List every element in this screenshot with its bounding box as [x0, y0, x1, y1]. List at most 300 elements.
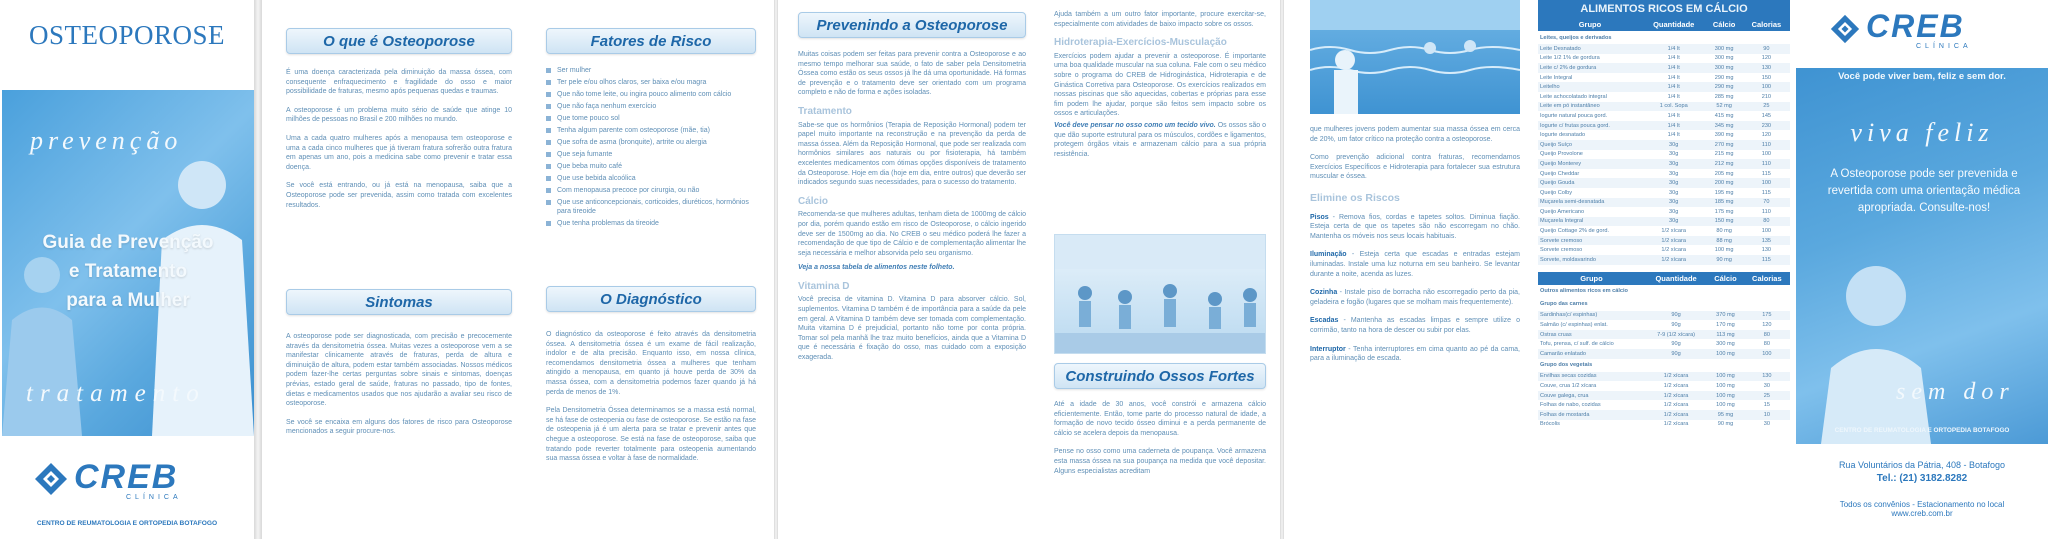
table-cell: Iogurte natural pouca gord. — [1540, 112, 1608, 119]
table-cell: Sorvete cremoso — [1538, 236, 1642, 246]
risk-text: - Esteja certa que escadas e entradas estejam iluminadas. Instale uma luz noturna em seu banheiro. Se levantar durante a noite, acenda as luzes. — [1310, 251, 1520, 278]
riscos-intro: que mulheres jovens podem aumentar sua massa óssea em cerca de 20%, um fator crítico na proteção contra a osteoporose. — [1310, 126, 1520, 143]
table-cell: 1/4 lt — [1667, 132, 1680, 139]
table-cell: 110 — [1743, 140, 1790, 150]
front-logo-sub: CLÍNICA — [126, 494, 182, 501]
table-cell: Queijo Provolone — [1540, 151, 1583, 158]
table-cell: 210 — [1761, 93, 1772, 100]
table-cell: 113 mg — [1707, 330, 1743, 340]
table-row — [1538, 73, 1790, 83]
table-row — [1538, 311, 1790, 321]
pool-photo — [1310, 0, 1520, 114]
table-cell: 135 — [1743, 236, 1790, 246]
table-row — [1538, 330, 1790, 340]
risk-item-interruptor — [1310, 345, 1520, 364]
table-cell: 30g — [1642, 178, 1706, 188]
table-cell: 290 mg — [1706, 82, 1743, 92]
vitamina-d-text: Você precisa de vitamina D. Vitamina D para absorver cálcio. Sol, suplementos. Vitamina D também é de importância para a saúde da pele em geral. A Vitamina D também deve ser tomada com complementação. Muita vitamina D é prejudicial, portanto não tome por conta própria. Tomar sol pela manhã lhe traz muito benefícios, ainda que a Vitamina D que é necessária é fixação do osso, mas cuidado com a exposição exagerada. — [798, 296, 1026, 362]
table-cell: 80 — [1743, 217, 1790, 227]
table-cell: 30g — [1642, 198, 1706, 208]
tecido-vivo-highlight: Você deve pensar no osso como um tecido vivo. — [1054, 121, 1216, 129]
table-row — [1538, 121, 1790, 131]
fator-item: Ter pele e/ou olhos claros, ser baixa e/ou magra — [546, 78, 756, 87]
table-cell: 300 mg — [1706, 63, 1743, 73]
table-cell: 285 mg — [1714, 93, 1734, 100]
table-cell: 1/4 lt — [1667, 55, 1680, 62]
table-cell: Ostras cruas — [1538, 330, 1645, 340]
sintomas-paragraph-1: A osteoporose pode ser diagnosticada, com precisão e precocemente através da densitometria óssea. Muitas vezes a osteoporose vem a se manifestar clinicamente através de fraturas, perda de altura e diminuição de altura, podem estar também associadas. Nossos médicos podem fazer-lhe certas perguntas sobre sinais e sintomas, doenças prévias, estado geral de saúde, fraturas no passado, tipo de fontes, dietas e medicamentos usados que nos ajudarão a avaliar seu risco de osteoporose. — [286, 333, 512, 408]
table-cell: 100 mg — [1707, 372, 1743, 382]
table-row — [1538, 44, 1790, 54]
subheading-elimine-riscos: Elimine os Riscos — [1310, 191, 1400, 204]
table-cell: 1/4 lt — [1642, 63, 1706, 73]
table-cell: 1/2 xícara — [1663, 402, 1689, 409]
fator-item: Tenha algum parente com osteoporose (mãe, tia) — [546, 126, 756, 135]
risk-text: - Remova fios, cordas e tapetes soltos. Diminua fiação. Esteja certa de que os tapetes são não escorregam no chão. Mantenha os móveis nos seus locais habituais. — [1310, 213, 1520, 240]
panel-calcium-table — [1534, 0, 1796, 539]
table-cell: 100 mg — [1707, 349, 1743, 359]
column-header: Calorias — [1744, 272, 1790, 285]
diagnostico-paragraph-1: O diagnóstico da osteoporose é feito através da densitometria óssea. A densitometria óssea é um exame de fácil realização, indolor e de alta precisão. Enquanto isso, em nossa clínica, recomendamos densitometria óssea a mulheres que tenham atingido a menopausa, em quanto já houve perda de 30% da massa óssea, com a densitometria podemos fazer quando já há perda de menos de 1%. — [546, 331, 756, 396]
table-row — [1538, 169, 1790, 179]
risk-item-pisos — [1310, 213, 1520, 242]
table-cell: Queijo Monterey — [1538, 159, 1642, 169]
table-cell: 100 mg — [1707, 391, 1743, 401]
table-cell: 100 — [1743, 178, 1790, 188]
riscos-body — [1310, 125, 1520, 373]
back-phone: Tel.: (21) 3182.8282 — [1876, 473, 1968, 484]
risk-text: - Mantenha as escadas limpas e sempre utilize o corrimão, tanto na hora de descer ou subir por elas. — [1310, 317, 1520, 334]
table-row — [1538, 198, 1790, 208]
front-logo-name: CREB — [74, 458, 179, 496]
table-cell: Folhas de nabo, cozidas — [1540, 402, 1601, 409]
front-guide-title — [2, 228, 254, 315]
table-title: ALIMENTOS RICOS EM CÁLCIO — [1538, 0, 1790, 18]
table-row — [1538, 159, 1790, 169]
table-cell: Ervilhas secas cozidas — [1538, 372, 1645, 382]
column-header: Quantidade — [1645, 272, 1707, 285]
table-cell: Leite em pó instantâneo — [1538, 102, 1642, 112]
o-que-e-paragraph-3: Uma a cada quatro mulheres após a menopausa tem osteoporose e uma a cada cinco mulheres que já tiveram fratura sofrerão outra fratura em apenas um ano, pois a medicina sabe como prevenir e tratar essa doença. — [286, 134, 512, 171]
fator-item: Que tome pouco sol — [546, 114, 756, 123]
fatores-list — [546, 66, 756, 228]
table-cell: 30g — [1669, 208, 1679, 215]
table-row — [1538, 188, 1790, 198]
group-label: Outros alimentos ricos em cálcio — [1540, 288, 1628, 295]
table-row — [1538, 245, 1790, 255]
risk-item-cozinha — [1310, 288, 1520, 307]
table-cell: 205 mg — [1714, 170, 1734, 177]
table-row — [1538, 207, 1790, 217]
tabela-note: Veja a nossa tabela de alimentos neste folheto. — [798, 264, 955, 272]
table-group-row — [1538, 285, 1790, 298]
fator-item: Que use bebida alcoólica — [546, 174, 756, 183]
table-cell: 1/4 lt — [1667, 74, 1680, 81]
table-cell: 30g — [1669, 189, 1679, 196]
table-cell: Couve, crua 1/2 xícara — [1540, 383, 1597, 390]
table-cell: 175 — [1744, 311, 1790, 321]
table-cell: 415 mg — [1714, 112, 1734, 119]
panel-prevenindo — [778, 0, 1040, 539]
table-cell: 90g — [1645, 349, 1707, 359]
sintomas-body — [286, 332, 512, 446]
table-cell: 270 mg — [1706, 140, 1743, 150]
table-cell: 90 mg — [1717, 421, 1734, 428]
tecido-vivo-rest: Os ossos são o que dão suporte estrutural para os músculos, cordões e ligamentos, protegem órgãos vitais e armazenam cálcio para a sua própria resistência. — [1054, 121, 1266, 158]
table-row — [1538, 372, 1790, 382]
table-cell: Folhas de mostarda — [1538, 410, 1645, 420]
calcium-table-2 — [1538, 272, 1790, 430]
table-group-row — [1538, 298, 1790, 311]
hidroterapia-text: Exercícios podem ajudar a prevenir a osteoporose. É importante uma boa qualidade muscular na sua coluna. Fale com o seu médico sobre o programa do CREB de Hidroginástica, Hidroterapia e de Ginástica Corretiva para Osteoporose. Os exercícios realizados em nossas piscinas que são aquecidas, cobertas e próprias para esse fim podem lhe ajudar, porque são feitos sem impacto sobre os ossos e articulações. — [1054, 52, 1266, 118]
heading-prevenindo: Prevenindo a Osteoporose — [798, 12, 1026, 38]
back-center-name: CENTRO DE REUMATOLOGIA E ORTOPEDIA BOTAFOGO — [1834, 427, 2010, 434]
table-cell: 30g — [1669, 170, 1679, 177]
table-row — [1538, 102, 1790, 112]
table-cell: 30 — [1763, 421, 1770, 428]
risk-text: - Tenha interruptores em cima quanto ao pé da cama, para a iluminação de escada. — [1310, 345, 1520, 363]
column-header: Cálcio — [1707, 272, 1743, 285]
table-row — [1538, 82, 1790, 92]
table-cell: 300 mg — [1714, 55, 1734, 62]
risk-text: - Instale piso de borracha não escorregadio perto da pia, geladeira e fogão (lugares que se molham mais frequentemente). — [1310, 289, 1520, 306]
hidro-top-text: Ajuda também a um outro fator importante, procure exercitar-se, especialmente com atividades de baixo impacto sobre os ossos. — [1054, 11, 1266, 28]
table-row — [1538, 54, 1790, 64]
table-cell: 115 — [1743, 255, 1790, 265]
o-que-e-body — [286, 68, 512, 210]
table-cell: 90g — [1671, 322, 1681, 329]
back-logo-sub: CLÍNICA — [1916, 43, 1972, 50]
table-cell: 215 mg — [1714, 151, 1734, 158]
table-row — [1538, 111, 1790, 121]
table-row — [1538, 400, 1790, 410]
table-cell: 130 — [1761, 247, 1772, 254]
heading-o-que-e: O que é Osteoporose — [286, 28, 512, 54]
table-cell: 100 mg — [1716, 383, 1735, 390]
table-cell: 1/2 xícara — [1663, 421, 1689, 428]
prevenindo-intro: Muitas coisas podem ser feitas para prevenir contra a Osteoporose e ao mesmo tempo melhorar sua saúde, o fato de saber pela Densitometria Óssea como estão os seus ossos já lhe dá uma oportunidade. Há formas de prevenção e o tratamento deve ser orientado com um programa completo e não de forma e ações isoladas. — [798, 51, 1026, 97]
hydrotherapy-pool-figures — [1310, 0, 1520, 114]
table-cell: 1/2 xícara — [1642, 236, 1706, 246]
table-cell: 1/2 xícara — [1661, 228, 1686, 235]
o-que-e-paragraph-4: Se você está entrando, ou já está na menopausa, saiba que a Osteoporose pode ser prevenida, assim como tratada com excelentes resultados. — [286, 182, 512, 209]
table-cell: 80 — [1763, 341, 1770, 348]
fator-item: Que não tome leite, ou ingira pouco alimento com cálcio — [546, 90, 756, 99]
table-row — [1538, 63, 1790, 73]
back-cover-photo — [1796, 68, 2048, 444]
table-cell: 80 mg — [1716, 228, 1732, 235]
risk-label: Pisos — [1310, 213, 1329, 221]
fator-item: Que não faça nenhum exercício — [546, 102, 756, 111]
column-header: Quantidade — [1642, 18, 1706, 31]
table-cell: 170 mg — [1716, 322, 1735, 329]
risk-label: Cozinha — [1310, 289, 1338, 297]
column-header: Calorias — [1743, 18, 1790, 31]
panel-o-que-e — [262, 0, 530, 539]
table-row — [1538, 140, 1790, 150]
table-cell: Couve galega, crua — [1538, 391, 1645, 401]
table-cell: 1/2 xícara — [1642, 255, 1706, 265]
table-cell: 130 — [1743, 63, 1790, 73]
fold-gap-1 — [254, 0, 262, 539]
table-cell: Sorvete cremoso — [1540, 247, 1583, 254]
table-cell: 120 — [1761, 55, 1772, 62]
subheading-calcio: Cálcio — [798, 195, 829, 207]
front-logo — [34, 458, 234, 504]
table-cell: 1/2 xícara — [1663, 383, 1689, 390]
front-guide-line-3: para a Mulher — [66, 290, 190, 311]
table-cell: 150 — [1761, 74, 1772, 81]
group-label: Leites, queijos e derivados — [1540, 34, 1612, 41]
table-group-row — [1538, 31, 1790, 44]
fator-item: Ser mulher — [546, 66, 756, 75]
tratamento-text: Sabe-se que os hormônios (Terapia de Reposição Hormonal) podem ter papel muito importante na reconstrução e na prevenção da perda de massa óssea. Além da Reposição Hormonal, que pode ser realizada com hormônios similares aos naturais ou por fisioterapia, há também excelentes medicamentos com ótimas opções disponíveis de tratamento da Osteoporose. Hoje em dia (hoje em dia, entre outros) que deverão ser indicados segundo suas necessidades, para o sucesso do tratamento. — [798, 121, 1027, 187]
risk-item-iluminacao — [1310, 250, 1520, 279]
heading-fatores-de-risco: Fatores de Risco — [546, 28, 756, 54]
table-cell: 30g — [1642, 159, 1706, 169]
table-cell: 212 mg — [1706, 159, 1743, 169]
fator-item: Com menopausa precoce por cirurgia, ou não — [546, 186, 756, 195]
table-row — [1538, 130, 1790, 140]
table-cell: 120 — [1761, 132, 1772, 139]
creb-diamond-icon — [34, 462, 68, 496]
table-cell: 90g — [1671, 341, 1681, 348]
table-cell: 290 mg — [1714, 74, 1734, 81]
table-cell: 110 — [1743, 159, 1790, 169]
heading-construindo-ossos: Construindo Ossos Fortes — [1054, 363, 1266, 389]
table-cell: Iogurte c/ frutas pouca gord. — [1538, 121, 1642, 131]
table-cell: 1/4 lt — [1642, 82, 1706, 92]
table-cell: 370 mg — [1707, 311, 1743, 321]
back-website[interactable]: www.creb.com.br — [1891, 509, 1953, 518]
table-cell: 200 mg — [1706, 178, 1743, 188]
table-cell: 80 — [1744, 330, 1790, 340]
table-cell: Sorvete, moldavarindo — [1538, 255, 1642, 265]
subheading-vitamina-d: Vitamina D — [798, 280, 850, 292]
table-cell: 230 — [1743, 121, 1790, 131]
table-header-row — [1538, 272, 1790, 285]
back-address: Rua Voluntários da Pátria, 408 - Botafogo — [1838, 460, 2006, 470]
table-cell: 30g — [1642, 217, 1706, 227]
heading-sintomas: Sintomas — [286, 289, 512, 315]
table-row — [1538, 92, 1790, 102]
table-cell: 150 mg — [1706, 217, 1743, 227]
table-row — [1538, 410, 1790, 420]
front-cover-photo — [2, 90, 254, 436]
prevenindo-body — [798, 50, 1026, 363]
table-row — [1538, 217, 1790, 227]
table-cell: Leitelho — [1538, 82, 1642, 92]
table-cell: 100 — [1743, 82, 1790, 92]
table-cell: 100 — [1761, 151, 1772, 158]
table-cell: 1/4 lt — [1667, 93, 1680, 100]
tecido-vivo-text — [1054, 121, 1266, 159]
table-cell: Tofu, prensa, c/ sulf. de cálcio — [1540, 341, 1614, 348]
table-cell: 95 mg — [1707, 410, 1743, 420]
table-cell: Brócolis — [1540, 421, 1560, 428]
front-guide-line-2: e Tratamento — [68, 261, 188, 282]
table-cell: 15 — [1763, 402, 1770, 409]
table-cell: 390 mg — [1714, 132, 1734, 139]
table-cell: Leite Desnatado — [1538, 44, 1642, 54]
table-cell: 88 mg — [1706, 236, 1743, 246]
table-cell: Salmão (c/ espinhas) enlat. — [1540, 322, 1608, 329]
back-logo-name: CREB — [1866, 8, 1965, 44]
table-cell: 25 — [1743, 102, 1790, 112]
o-que-e-paragraph-1: É uma doença caracterizada pela diminuição da massa óssea, com consequente enfraquecimento e fragilidade do osso e maior possibilidade de fraturas, mesmo após pequenas quedas e traumas. — [286, 69, 512, 96]
table-cell: 1/2 xícara — [1645, 410, 1707, 420]
back-word-sem-dor: sem dor — [1896, 379, 2015, 405]
table-cell: 90 — [1743, 44, 1790, 54]
calcio-text: Recomenda-se que mulheres adultas, tenham dieta de 1000mg de cálcio por dia, porém quando estão em risco de Osteoporose, o cálcio ingerido deve ser de 1500mg ao dia. No CREB o seu médico poderá lhe fazer a recomendação de que tipo de Cálcio e de complementação alimentar lhe seja necessária e melhor absorvida pelo seu organismo. — [798, 211, 1026, 257]
panel-fatores-de-risco — [530, 0, 774, 539]
table-row — [1538, 226, 1790, 236]
table-cell: 100 — [1744, 349, 1790, 359]
group-label: Grupo das carnes — [1540, 301, 1588, 308]
table-cell: Queijo Suíço — [1538, 140, 1642, 150]
front-guide-line-1: Guia de Prevenção — [42, 232, 214, 253]
table-group-row — [1538, 359, 1790, 372]
table-cell: Queijo Americano — [1540, 208, 1585, 215]
front-cover-panel — [0, 0, 254, 539]
heading-diagnostico: O Diagnóstico — [546, 286, 756, 312]
table-row — [1538, 255, 1790, 265]
table-cell: Camarão enlatado — [1538, 349, 1645, 359]
table-cell: 100 — [1761, 228, 1772, 235]
table-cell: Leite c/ 2% de gordura — [1538, 63, 1642, 73]
table-cell: Queijo Cottage 2% de gord. — [1540, 228, 1610, 235]
subheading-tratamento: Tratamento — [798, 105, 852, 117]
table-cell: 100 mg — [1714, 247, 1734, 254]
back-contact-block — [1796, 460, 2048, 518]
table-cell: Muçarela semi-desnatada — [1538, 198, 1642, 208]
diagnostico-body — [546, 330, 756, 473]
table-cell: 25 — [1744, 391, 1790, 401]
table-cell: 120 — [1762, 322, 1772, 329]
table-row — [1538, 178, 1790, 188]
table-cell: Queijo Gouda — [1538, 178, 1642, 188]
hidro-body — [1054, 10, 1266, 159]
column-header: Cálcio — [1706, 18, 1743, 31]
table-cell: 1/2 xícara — [1661, 247, 1686, 254]
table-cell: 110 — [1761, 208, 1771, 215]
diagnostico-paragraph-2: Pela Densitometria Óssea determinamos se a massa está normal, se há fase de osteopenia ou fase de osteoporose. Se estão na fase de osteopenia já é um alerta para se tratar e prevenir antes que chegue a osteoporose. Se está na fase de osteoporose, saiba que tratando pode reverter totalmente para osteopenia aumentando sua massa óssea e voltar à fase de normalidade. — [546, 407, 756, 463]
risk-label: Interruptor — [1310, 345, 1346, 353]
table-cell: 300 mg — [1706, 44, 1743, 54]
back-cover-panel — [1796, 0, 2048, 539]
table-cell: 52 mg — [1706, 102, 1743, 112]
ossos-paragraph-1: Até a idade de 30 anos, você constrói e armazena cálcio eficientemente. Então, tome parte do processo natural de idade, a formação de novo tecido ósseo diminui e a perda permanente de cálcio se acelera depois da menopausa. — [1054, 401, 1266, 437]
panel-hidroterapia — [1040, 0, 1280, 539]
fator-item: Que tenha problemas da tireoide — [546, 219, 756, 228]
table-cell: Leite Integral — [1540, 74, 1573, 81]
table-row — [1538, 381, 1790, 391]
risk-item-escadas — [1310, 316, 1520, 335]
table-row — [1538, 391, 1790, 401]
table-cell: 70 — [1743, 198, 1790, 208]
gym-class-photo — [1054, 234, 1266, 354]
o-que-e-paragraph-2: A osteoporose é um problema muito sério de saúde que atinge 10 milhões de pessoas no Brasil e 200 milhões no mundo. — [286, 106, 512, 124]
ossos-paragraph-2: Pense no osso como uma caderneta de poupança. Você armazena esta massa óssea na sua poupança na medida que você depositar. Alguns especialistas acreditam — [1054, 448, 1266, 475]
table-row — [1538, 236, 1790, 246]
table-header-row — [1538, 18, 1790, 31]
table-cell: Queijo Colby — [1540, 189, 1573, 196]
calcium-table-1 — [1538, 18, 1790, 265]
table-cell: 185 mg — [1706, 198, 1743, 208]
subheading-hidroterapia: Hidroterapia-Exercícios-Musculação — [1054, 37, 1227, 49]
table-cell: 30g — [1642, 140, 1706, 150]
table-row — [1538, 339, 1790, 349]
column-header: Grupo — [1538, 272, 1645, 285]
table-cell: 300 mg — [1716, 341, 1735, 348]
table-cell: 115 — [1761, 170, 1771, 177]
riscos-intro-2: Como prevenção adicional contra fraturas, recomendamos Exercícios Específicos e Hidroterapia para fortalecer sua estrutura muscular e óssea. — [1310, 154, 1520, 181]
table-cell: Queijo Cheddar — [1540, 170, 1580, 177]
panel-elimine-riscos — [1284, 0, 1534, 539]
front-cover-title: OSTEOPOROSE — [28, 20, 226, 50]
table-cell: 115 — [1761, 189, 1771, 196]
back-word-viva-feliz: viva feliz — [1850, 118, 1994, 147]
table-row — [1538, 420, 1790, 430]
column-header: Grupo — [1538, 18, 1642, 31]
table-cell: 130 — [1744, 372, 1790, 382]
table-cell: 1 col. Sopa — [1642, 102, 1706, 112]
risk-label: Escadas — [1310, 317, 1339, 325]
table-cell: Muçarela Integral — [1538, 217, 1642, 227]
fator-item: Que beba muito café — [546, 162, 756, 171]
ossos-body — [1054, 400, 1266, 485]
sintomas-paragraph-2: Se você se encaixa em alguns dos fatores de risco para Osteoporose mencionados a seguir procure-nos. — [286, 418, 512, 436]
table-cell: 1/2 xícara — [1645, 372, 1707, 382]
table-cell: 195 mg — [1714, 189, 1734, 196]
back-message: A Osteoporose pode ser prevenida e revertida com uma orientação médica apropriada. Consulte-nos! — [1827, 168, 2021, 214]
table-cell: 90 mg — [1706, 255, 1743, 265]
table-cell: Iogurte desnatado — [1540, 132, 1586, 139]
front-word-prevencao: prevenção — [30, 126, 183, 155]
table-row — [1538, 320, 1790, 330]
table-row — [1538, 349, 1790, 359]
table-cell: 1/4 lt — [1642, 121, 1706, 131]
fator-item: Que seja fumante — [546, 150, 756, 159]
fator-item: Que use anticoncepcionais, corticoides, diuréticos, hormônios para tireoide — [546, 198, 756, 216]
table-cell: Leite achocolatado integral — [1540, 93, 1607, 100]
table-cell: 90g — [1645, 311, 1707, 321]
back-convenios: Todos os convênios - Estacionamento no local — [1839, 500, 2005, 509]
table-cell: 30g — [1669, 151, 1679, 158]
table-cell: Sardinhas(c/ espinhas) — [1538, 311, 1645, 321]
table-cell: 175 mg — [1714, 208, 1734, 215]
table-cell: Leite 1/2 1% de gordura — [1540, 55, 1600, 62]
front-footer: CENTRO DE REUMATOLOGIA E ORTOPEDIA BOTAFOGO — [36, 520, 218, 527]
risk-label: Iluminação — [1310, 251, 1347, 259]
fator-item: Que sofra de asma (bronquite), artrite ou alergia — [546, 138, 756, 147]
front-word-tratamento: tratamento — [26, 380, 206, 407]
back-tagline: Você pode viver bem, feliz e sem dor. — [1838, 71, 2006, 82]
table-cell: 1/2 xícara — [1645, 391, 1707, 401]
table-cell: 7-9 (1/2 xícara) — [1645, 330, 1707, 340]
group-label: Grupo dos vegetais — [1540, 362, 1593, 369]
table-cell: 345 mg — [1706, 121, 1743, 131]
table-cell: 30 — [1763, 383, 1770, 390]
table-row — [1538, 150, 1790, 160]
table-cell: 10 — [1744, 410, 1790, 420]
exercise-group-figures — [1055, 235, 1266, 354]
table-cell: 145 — [1761, 112, 1772, 119]
creb-diamond-icon — [1830, 14, 1860, 44]
table-cell: 1/4 lt — [1642, 44, 1706, 54]
table-cell: 100 mg — [1716, 402, 1735, 409]
table-cell: 1/4 lt — [1667, 112, 1680, 119]
